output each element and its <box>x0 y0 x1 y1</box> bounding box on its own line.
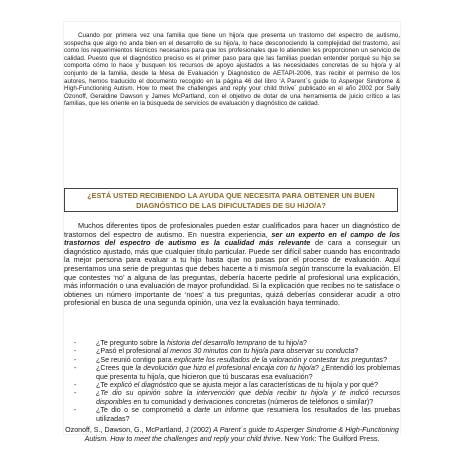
reference-citation <box>64 426 400 443</box>
question-emphasis: ¿Te dio su opinión sobre la intervención que debía recibir tu hijo/a y te indicó recursos disponibles <box>96 389 400 406</box>
dash-bullet: - <box>74 406 77 415</box>
reference-publisher: . New York: The Guilford Press. <box>280 434 380 443</box>
dash-bullet: - <box>74 381 77 390</box>
question-emphasis: la devolución que hizo el profesional encaja con tu hijo/a <box>135 364 315 373</box>
question-text: ¿Te <box>96 381 110 390</box>
question-text: ¿Te pregunto sobre la <box>96 339 167 347</box>
document-sheet <box>63 21 401 443</box>
dash-bullet: - <box>74 364 77 373</box>
dash-bullet: - <box>74 347 77 356</box>
question-emphasis: explicó el diagnóstico <box>109 381 178 390</box>
body-paragraph <box>64 222 400 308</box>
question-text: ¿Se reunió contigo para <box>96 355 174 364</box>
question-text: ? ¿Entendió los problemas que presenta tu hijo/a, que hicieron que tú buscaras esa evaluación? <box>96 364 400 381</box>
question-text: en tu comunidad y derivaciones concretas (números de teléfonos o similar)? <box>131 397 374 406</box>
question-text: ¿Crees que <box>96 364 136 373</box>
list-item <box>64 364 400 381</box>
section-heading-box: ¿ESTÁ USTED RECIBIENDO LA AYUDA QUE NECESITA PARA OBTENER UN BUEN DIAGNÓSTICO DE LAS DIFICULTADES DE SU HIJO/A? <box>64 188 398 212</box>
question-text: ¿Pasó el profesional <box>96 347 163 356</box>
dash-bullet: - <box>74 389 77 398</box>
dash-bullet: - <box>74 355 77 364</box>
reference-authors: Ozonoff, S., Dawson, G., McPartland, J (2002) <box>65 426 214 434</box>
list-item <box>64 356 400 364</box>
body-text-highlight: ser un experto en el campo de los trastornos del espectro de autismo es la cualidad más relevante <box>64 229 400 248</box>
question-emphasis: al menos 30 minutos con tu hijo/a para observar su conducta <box>162 347 355 356</box>
list-item <box>64 381 400 389</box>
body-text-part1: Muchos diferentes tipos de profesionales pueden estar cualificados para hacer un diagnóstico de trastornos del espectro de autismo. En nuestra experiencia, <box>64 221 400 239</box>
question-emphasis: explicarte los resultados de la valoración y contestar tus preguntas <box>173 355 384 364</box>
intro-paragraph: Cuando por primera vez una familia que tiene un hijo/a que presenta un trastorno del espectro de autismo, sospecha que algo no anda bien en el desarrollo de su hijo/a, lo hace desconociendo la complejidad del trastorno, así como los requerimientos técnicos necesarios para que los profesionales que lo atienden les proporcionen un servicio de calidad. Puesto que el diagnóstico preciso es el primer paso para que las familias puedan entender porqué su hijo se comporta cómo lo hace y busquen los recursos de apoyo ajustados a las necesidades concretas de su hijo/a y al conjunto de la familia, desde la Mesa de Evaluación y Diagnóstico de AETAPI-2006, tras recibir el permiso de los autores, hemos traducido el documento recogido en la página 46 del libro ‘A Parent´s guide to Asperger Sindrome & High-Functioning Autism. How to meet the challenges and reply your child thrive´ publicado en el año 2002 por Sally Ozonoff, Geraldine Dawson y James McPartland, con el objetivo de dotar de una herramienta de juicio crítico a las familias, que les oriente en la búsqueda de servicios de evaluación y diagnóstico de calidad. <box>64 32 400 108</box>
list-item <box>64 406 400 423</box>
question-text: que resumiera los resultados de las pruebas utilizadas? <box>96 406 401 423</box>
question-list <box>64 339 400 423</box>
question-text: ¿Te dio o se comprometió a <box>96 406 195 415</box>
question-text: ? <box>354 347 359 356</box>
list-item <box>64 389 400 406</box>
question-text: que se ajusta mejor a las características de tu hijo/a y por qué? <box>177 381 378 390</box>
question-text: de tu hijo/a? <box>266 339 307 347</box>
question-emphasis: darte un informe <box>194 406 249 415</box>
list-item <box>64 347 400 355</box>
reference-title: A Parent´s guide to Asperger Sindrome & High-Functioning Autism. How to meet the challenges and reply your child thrive <box>84 426 399 443</box>
question-text: ? <box>383 355 388 364</box>
body-text-part2: de cara a conseguir un diagnóstico ajustado, más que cualquier título particular. Puede ser difícil saber cuando has encontrado la mejor persona para evaluar a tu hijo hasta que no pasas por el proceso de evaluación. Aquí presentamos una serie de preguntas que debes hacerte a ti mismo/a según transcurre la evaluación. El que contestes ‘no’ a alguna de las preguntas, debería hacerte pedirle al profesional una explicación, más información o una evaluación de mayor profundidad. Si la explicación que recibes no te satisface o obtienes un número importante de ‘noes’ a tus preguntas, quizá deberías considerar acudir a otro profesional en busca de una segunda opinión, una vez la evaluación haya terminado. <box>64 238 400 308</box>
list-item <box>64 339 400 347</box>
question-emphasis: historia del desarrollo temprano <box>166 339 267 347</box>
dash-bullet: - <box>74 339 77 347</box>
